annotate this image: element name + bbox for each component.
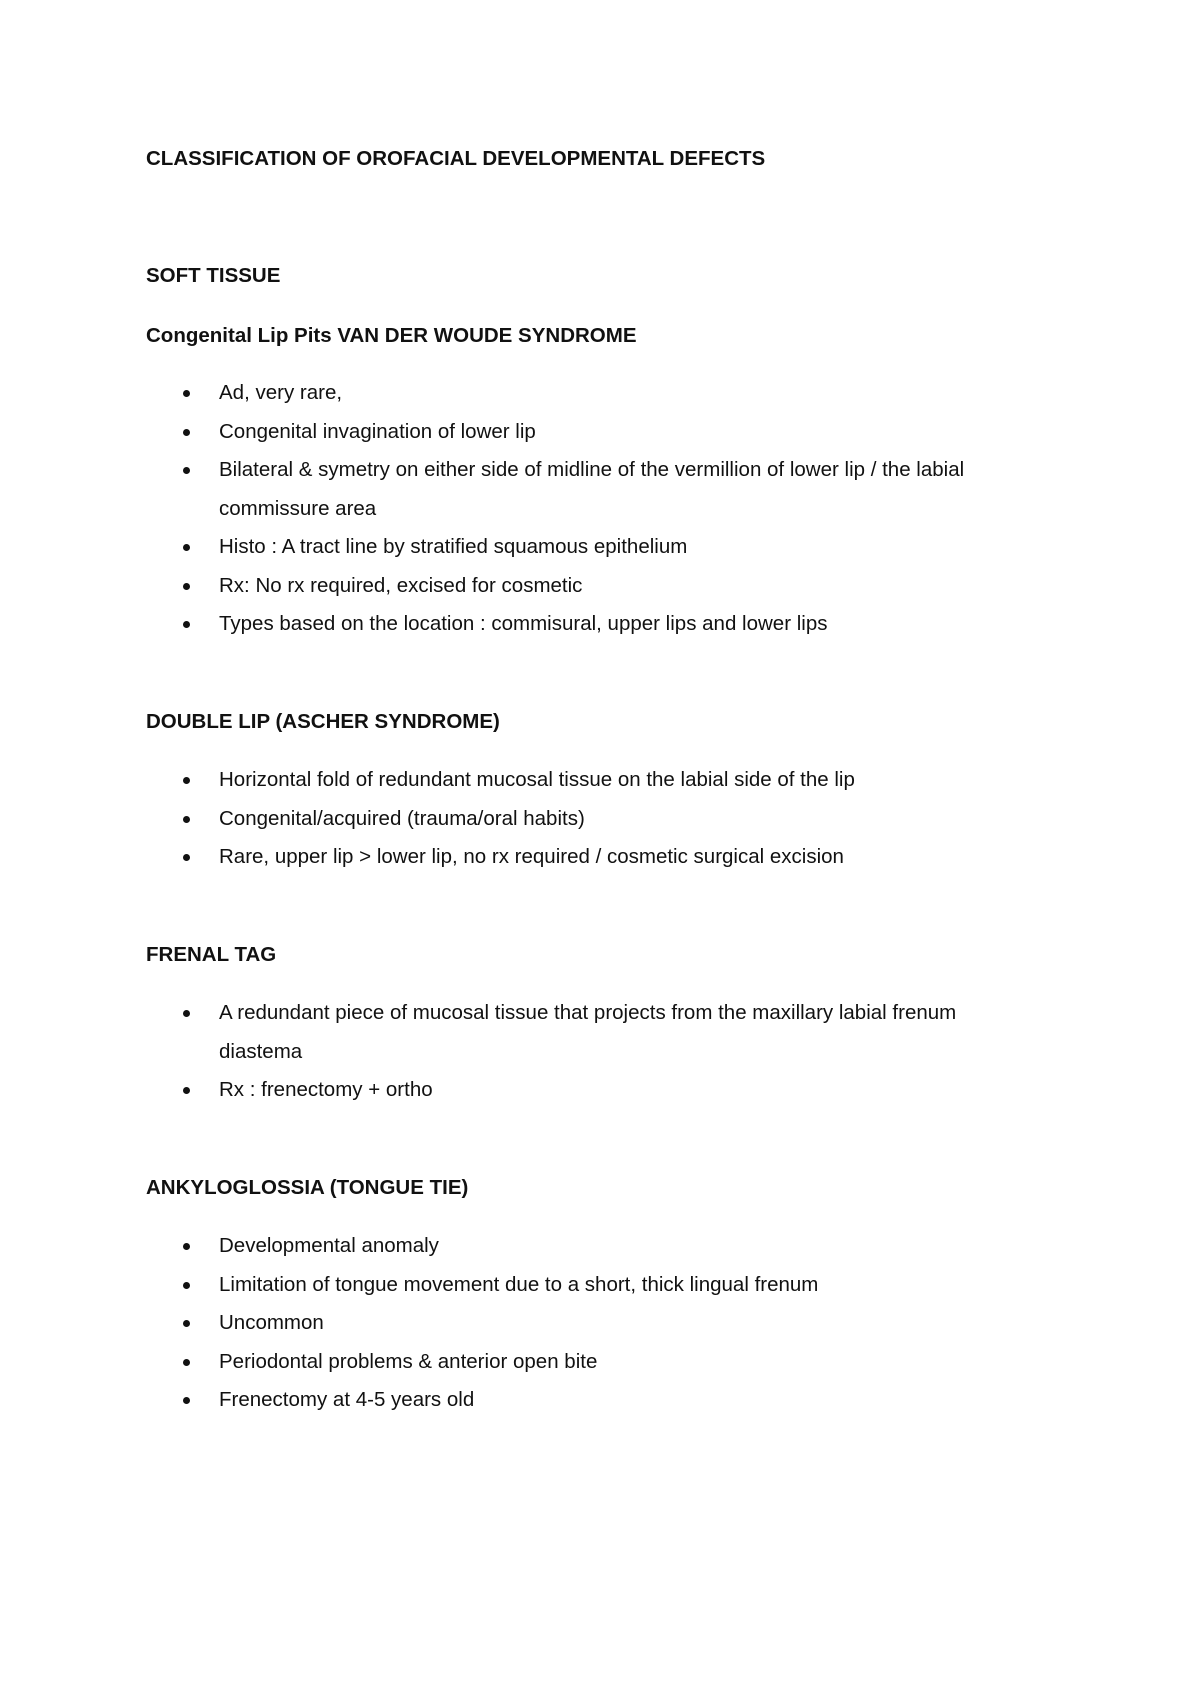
bullet-icon bbox=[183, 1359, 190, 1366]
section-heading-double-lip: DOUBLE LIP (ASCHER SYNDROME) bbox=[146, 710, 500, 733]
bullet-icon bbox=[183, 777, 190, 784]
list-item: Histo : A tract line by stratified squamous epithelium bbox=[0, 528, 964, 567]
bullet-icon bbox=[183, 390, 190, 397]
list-item: A redundant piece of mucosal tissue that projects from the maxillary labial frenum bbox=[0, 994, 956, 1033]
list-item: Congenital invagination of lower lip bbox=[0, 413, 964, 452]
list-item: Uncommon bbox=[0, 1304, 818, 1343]
list-item: Periodontal problems & anterior open bite bbox=[0, 1343, 818, 1382]
list-item: Bilateral & symetry on either side of midline of the vermillion of lower lip / the labial bbox=[0, 451, 964, 490]
list-item: Developmental anomaly bbox=[0, 1227, 818, 1266]
list-item: Types based on the location : commisural, upper lips and lower lips bbox=[0, 605, 964, 644]
bullet-list-frenal-tag bbox=[0, 994, 956, 1110]
bullet-icon bbox=[183, 467, 190, 474]
bullet-list-lip-pits bbox=[0, 374, 964, 644]
list-item-continuation: diastema bbox=[219, 1039, 303, 1063]
list-item: Horizontal fold of redundant mucosal tissue on the labial side of the lip bbox=[0, 761, 855, 800]
list-item: Ad, very rare, bbox=[0, 374, 964, 413]
list-item: Rx : frenectomy + ortho bbox=[0, 1071, 956, 1110]
bullet-icon bbox=[183, 1087, 190, 1094]
list-item: Limitation of tongue movement due to a short, thick lingual frenum bbox=[0, 1266, 818, 1305]
section-heading-frenal-tag: FRENAL TAG bbox=[146, 943, 277, 966]
bullet-icon bbox=[183, 583, 190, 590]
section-subtitle: SOFT TISSUE bbox=[146, 264, 281, 287]
bullet-icon bbox=[183, 1010, 190, 1017]
list-item: Rare, upper lip > lower lip, no rx required / cosmetic surgical excision bbox=[0, 838, 855, 877]
bullet-list-double-lip bbox=[0, 761, 855, 877]
bullet-icon bbox=[183, 1243, 190, 1250]
list-item-continuation: commissure area bbox=[219, 496, 377, 520]
bullet-icon bbox=[183, 816, 190, 823]
bullet-icon bbox=[183, 1320, 190, 1327]
bullet-icon bbox=[183, 621, 190, 628]
bullet-icon bbox=[183, 429, 190, 436]
bullet-icon bbox=[183, 1282, 190, 1289]
document-title: CLASSIFICATION OF OROFACIAL DEVELOPMENTAL DEFECTS bbox=[146, 147, 766, 170]
list-item: Congenital/acquired (trauma/oral habits) bbox=[0, 800, 855, 839]
bullet-icon bbox=[183, 544, 190, 551]
section-heading-lip-pits: Congenital Lip Pits VAN DER WOUDE SYNDROME bbox=[146, 324, 637, 347]
list-item: Rx: No rx required, excised for cosmetic bbox=[0, 567, 964, 606]
bullet-icon bbox=[183, 854, 190, 861]
list-item: Frenectomy at 4-5 years old bbox=[0, 1381, 818, 1420]
bullet-list-ankyloglossia bbox=[0, 1227, 818, 1420]
section-heading-ankyloglossia: ANKYLOGLOSSIA (TONGUE TIE) bbox=[146, 1176, 469, 1199]
bullet-icon bbox=[183, 1397, 190, 1404]
